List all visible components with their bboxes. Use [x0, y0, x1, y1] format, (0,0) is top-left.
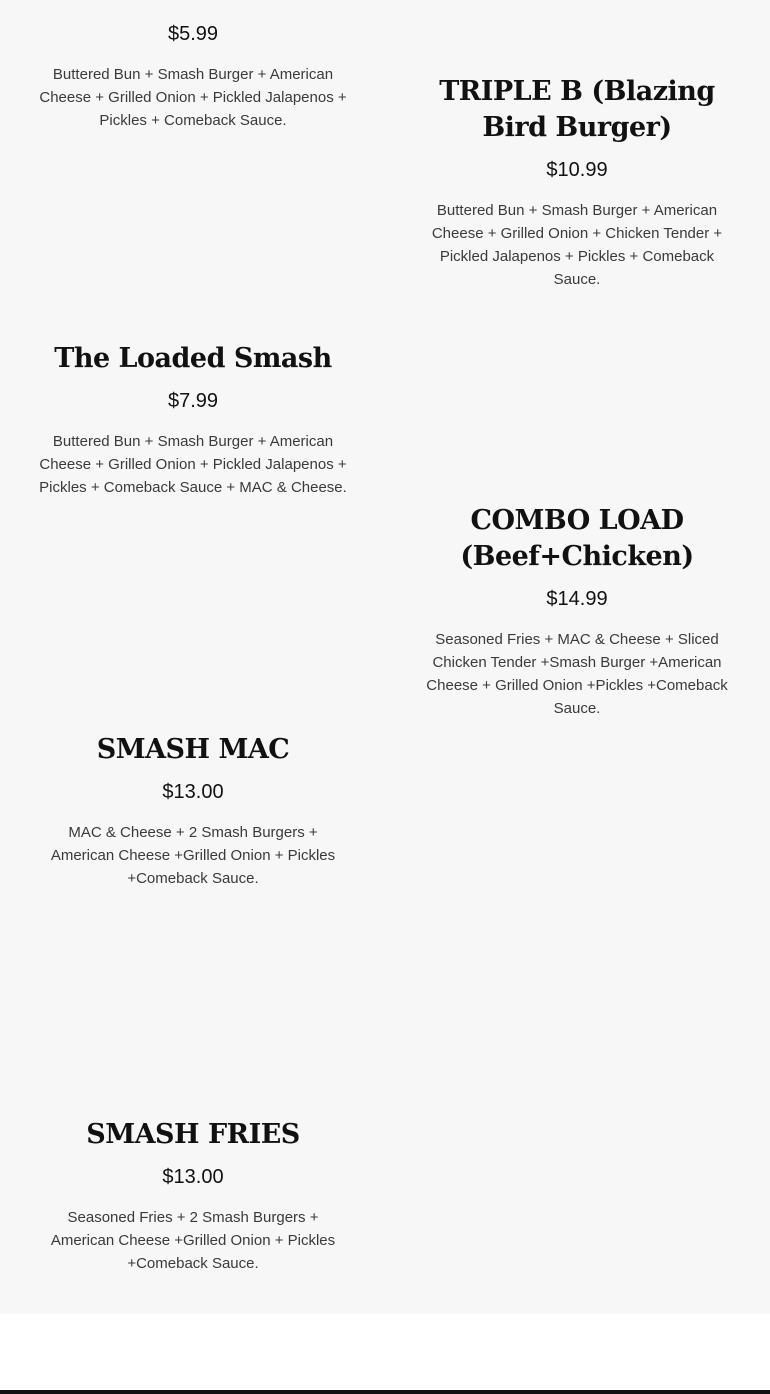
menu-item-title: SMASH FRIES [86, 1119, 300, 1150]
menu-item-title: SMASH MAC [96, 734, 290, 765]
menu-item-description: Seasoned Fries + 2 Smash Burgers + American Cheese +Grilled Onion + Pickles +Comeback Sauce. [50, 1209, 336, 1272]
menu-item-price: $10.99 [546, 159, 608, 181]
menu-item-description: Seasoned Fries + MAC & Cheese + Sliced Chicken Tender +Smash Burger +American Cheese + Grilled Onion +Pickles +Comeback Sauce. [426, 631, 728, 717]
menu-item-price: $13.00 [162, 781, 224, 803]
menu-item-smash-fries[interactable] [33, 1117, 353, 1275]
menu-item-price: $13.00 [162, 1166, 224, 1188]
menu-item-classic-smash[interactable] [33, 22, 353, 132]
menu-item-price: $5.99 [167, 23, 219, 45]
menu-item-title: The Loaded Smash [54, 343, 332, 374]
menu-item-triple-b[interactable] [417, 74, 737, 291]
menu-item-title: TRIPLE B (Blazing Bird Burger) [439, 76, 715, 143]
menu-item-title: COMBO LOAD (Beef+Chicken) [460, 505, 694, 572]
menu-item-price: $14.99 [546, 588, 608, 610]
footer-divider [0, 1390, 770, 1394]
menu-item-price: $7.99 [167, 390, 219, 412]
menu-item-loaded-smash[interactable] [33, 341, 353, 499]
menu-item-smash-mac[interactable] [33, 732, 353, 890]
menu-item-description: Buttered Bun + Smash Burger + American Cheese + Grilled Onion + Pickled Jalapenos + Pickles + Comeback Sauce. [39, 66, 347, 129]
menu-item-description: Buttered Bun + Smash Burger + American Cheese + Grilled Onion + Pickled Jalapenos + Pickles + Comeback Sauce + MAC & Cheese. [39, 433, 347, 496]
menu-item-description: MAC & Cheese + 2 Smash Burgers + American Cheese +Grilled Onion + Pickles +Comeback Sauce. [50, 824, 336, 887]
menu-item-combo-load[interactable] [417, 503, 737, 720]
menu-item-description: Buttered Bun + Smash Burger + American Cheese + Grilled Onion + Chicken Tender + Pickled Jalapenos + Pickles + Comeback Sauce. [431, 202, 723, 288]
